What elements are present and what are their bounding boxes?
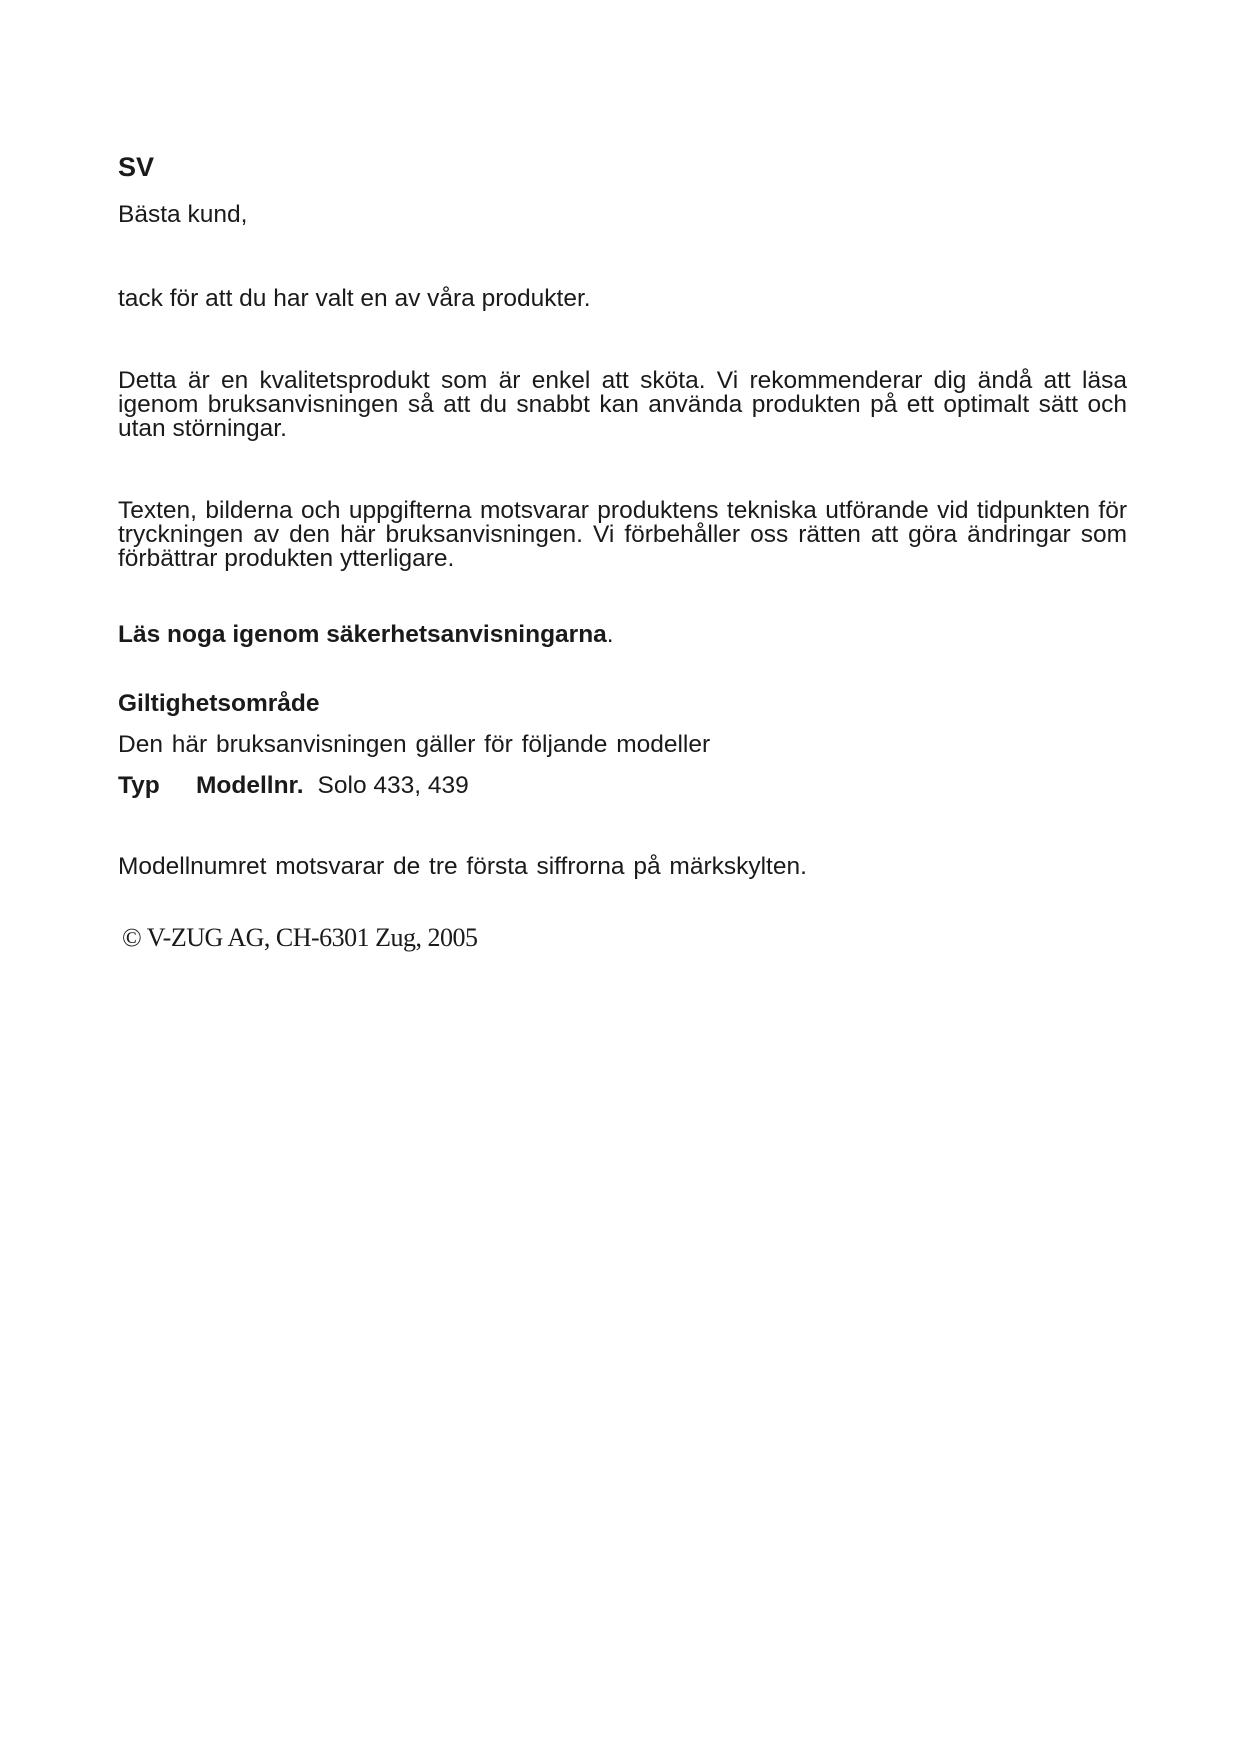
model-value: Solo 433, 439 — [317, 772, 469, 799]
model-note: Modellnumret motsvarar de tre första siffrorna på märkskylten. — [118, 853, 807, 880]
validity-heading: Giltighetsområde — [118, 690, 320, 717]
thanks-text: tack för att du har valt en av våra produkter. — [118, 285, 591, 312]
greeting: Bästa kund, — [118, 201, 248, 228]
model-table-row — [118, 774, 1127, 798]
safety-notice-text: Läs noga igenom säkerhetsanvisningarna — [118, 621, 607, 648]
safety-notice-period: . — [606, 621, 614, 648]
safety-notice — [118, 623, 1127, 647]
disclaimer-paragraph: Texten, bilderna och uppgifterna motsvarar produktens tekniska utförande vid tidpunkten för tryckningen av den här bruksanvisningen. Vi förbehåller oss rätten att göra ändringar som förbättrar produkten ytterligare. — [118, 497, 1127, 572]
language-code: SV — [118, 152, 155, 182]
model-number-label: Modellnr. — [196, 772, 304, 799]
validity-text: Den här bruksanvisningen gäller för följande modeller — [118, 731, 711, 758]
quality-paragraph: Detta är en kvalitetsprodukt som är enkel att sköta. Vi rekommenderar dig ändå att läsa igenom bruksanvisningen så att du snabbt kan använda produkten på ett optimalt sätt och utan störningar. — [118, 367, 1127, 442]
copyright-notice: © V-ZUG AG, CH-6301 Zug, 2005 — [122, 923, 478, 952]
type-label: Typ — [118, 772, 160, 799]
